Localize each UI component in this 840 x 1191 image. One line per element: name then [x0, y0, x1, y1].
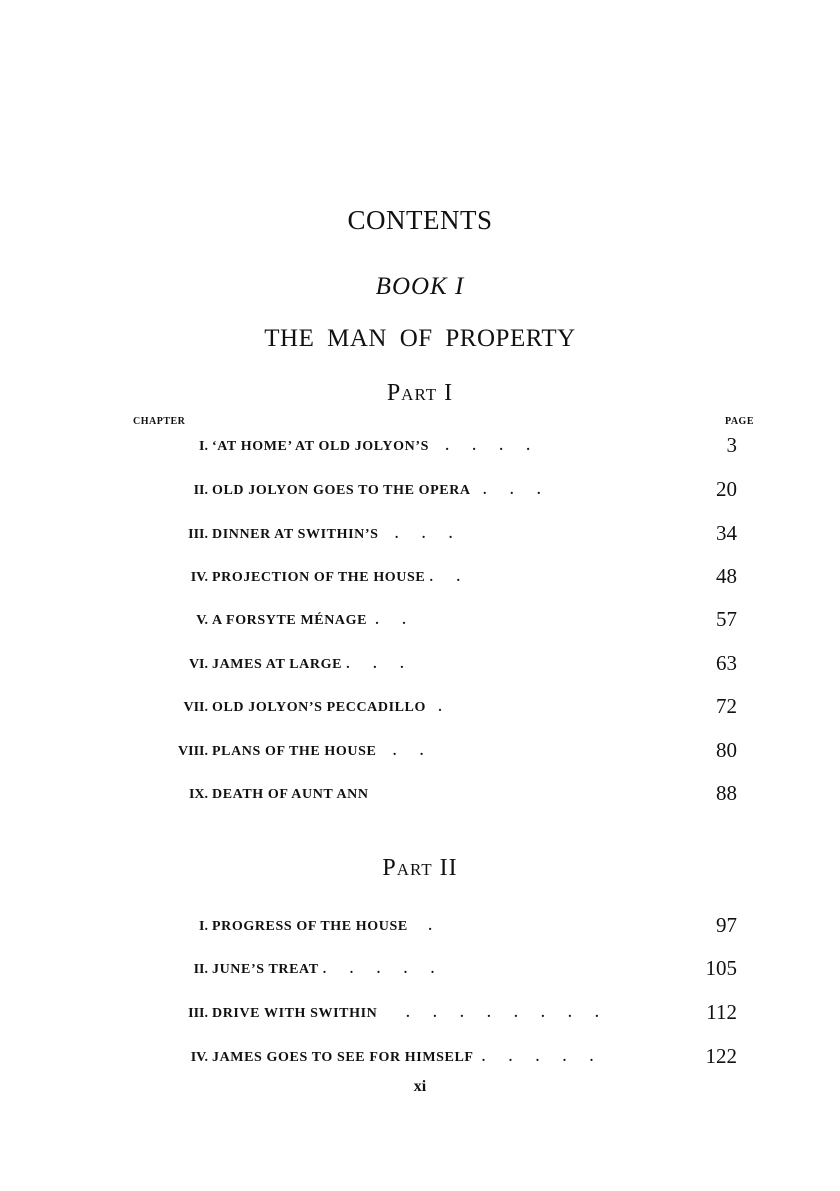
page-number: 34 — [716, 521, 737, 545]
leader-dots: . — [428, 919, 442, 934]
chapter-title: JUNE’S TREAT . . . . . — [212, 962, 445, 977]
page-number: 3 — [726, 433, 737, 457]
chapter-title: DINNER AT SWITHIN’S . . . — [212, 527, 463, 542]
page-folio: xi — [413, 1078, 427, 1095]
chapter-column-header: CHAPTER — [133, 416, 186, 427]
leader-dots: . . . . . — [322, 962, 445, 977]
chapter-title: ‘AT HOME’ AT OLD JOLYON’S . . . . — [212, 439, 540, 454]
toc-row[interactable] — [0, 606, 840, 636]
page-number: 72 — [716, 694, 737, 718]
chapter-number: VIII. — [178, 744, 208, 759]
toc-row[interactable] — [0, 432, 840, 462]
leader-dots: . . — [429, 570, 470, 585]
leader-dots: . . — [392, 744, 434, 759]
chapter-number: II. — [193, 962, 208, 977]
leader-dots: . . . — [482, 483, 551, 498]
chapter-title: DEATH OF AUNT ANN — [212, 787, 369, 802]
book-subtitle: THE MAN OF PROPERTY — [264, 325, 576, 352]
chapter-title: A FORSYTE MÉNAGE . . — [212, 613, 416, 628]
chapter-number: IV. — [190, 1050, 208, 1065]
part-two-heading: Part II — [382, 855, 458, 881]
part-one-heading: Part I — [386, 380, 454, 406]
chapter-number: VI. — [188, 657, 208, 672]
page-number: 20 — [716, 477, 737, 501]
toc-row[interactable] — [0, 955, 840, 985]
chapter-number: VII. — [183, 700, 208, 715]
chapter-title: PROJECTION OF THE HOUSE . . — [212, 570, 470, 585]
book-label: BOOK I — [375, 273, 465, 300]
chapter-number: III. — [188, 527, 208, 542]
chapter-title: JAMES GOES TO SEE FOR HIMSELF . . . . . — [212, 1050, 604, 1065]
page-number: 80 — [716, 738, 737, 762]
toc-row[interactable] — [0, 693, 840, 723]
chapter-number: IX. — [188, 787, 208, 802]
chapter-number: I. — [199, 919, 208, 934]
chapter-title: PROGRESS OF THE HOUSE . — [212, 919, 442, 934]
page-number: 48 — [716, 564, 737, 588]
leader-dots: . . . . . . . . — [406, 1006, 609, 1021]
chapter-title: PLANS OF THE HOUSE . . — [212, 744, 434, 759]
toc-row[interactable] — [0, 520, 840, 550]
page-column-header: PAGE — [724, 416, 754, 427]
leader-dots: . . . — [394, 527, 463, 542]
leader-dots: . . . . . — [481, 1050, 604, 1065]
page-number: 112 — [706, 1000, 737, 1024]
toc-row[interactable] — [0, 476, 840, 506]
leader-dots: . . — [375, 613, 416, 628]
page-number: 97 — [716, 913, 737, 937]
chapter-title: OLD JOLYON’S PECCADILLO . — [212, 700, 452, 715]
page-number: 122 — [705, 1044, 737, 1068]
toc-row[interactable] — [0, 780, 840, 810]
chapter-number: V. — [196, 613, 208, 628]
toc-row[interactable] — [0, 650, 840, 680]
chapter-number: IV. — [190, 570, 208, 585]
page-number: 63 — [716, 651, 737, 675]
toc-row[interactable] — [0, 1043, 840, 1073]
chapter-title: DRIVE WITH SWITHIN . . . . . . . . — [212, 1006, 609, 1021]
chapter-number: II. — [193, 483, 208, 498]
page-title: CONTENTS — [347, 205, 493, 235]
chapter-number: I. — [199, 439, 208, 454]
chapter-title: JAMES AT LARGE . . . — [212, 657, 414, 672]
toc-row[interactable] — [0, 563, 840, 593]
leader-dots: . . . — [346, 657, 414, 672]
leader-dots: . . . . — [445, 439, 540, 454]
page-number: 57 — [716, 607, 737, 631]
toc-row[interactable] — [0, 912, 840, 942]
leader-dots: . — [438, 700, 452, 715]
page-number: 105 — [705, 956, 737, 980]
chapter-title: OLD JOLYON GOES TO THE OPERA . . . — [212, 483, 551, 498]
page-number: 88 — [716, 781, 737, 805]
toc-row[interactable] — [0, 999, 840, 1029]
toc-row[interactable] — [0, 737, 840, 767]
chapter-number: III. — [188, 1006, 208, 1021]
